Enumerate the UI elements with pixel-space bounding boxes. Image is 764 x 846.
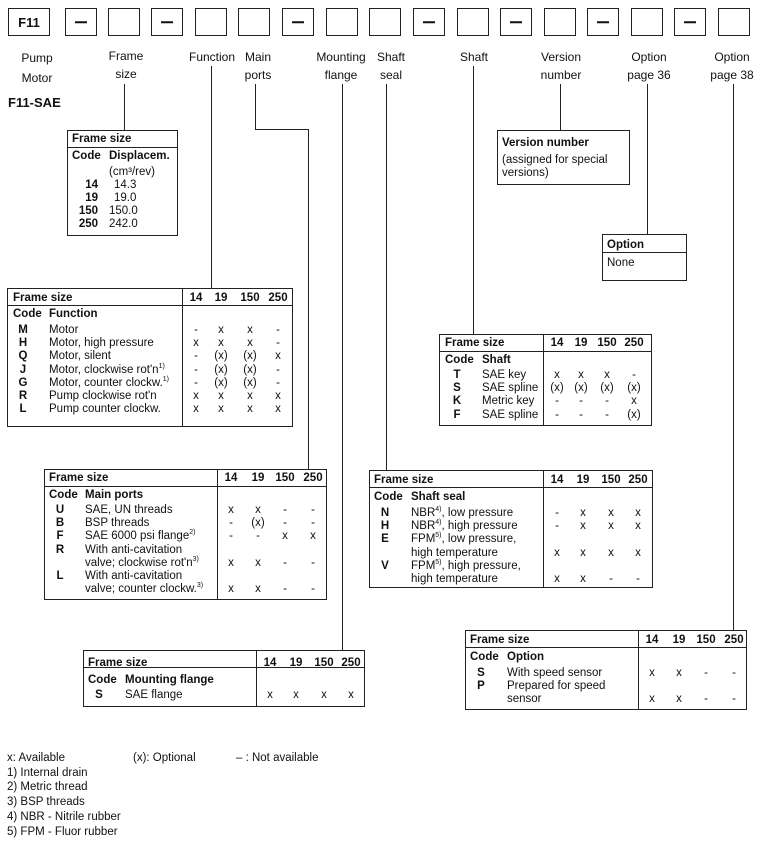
availability-mark: x [255,583,261,596]
availability-mark: - [276,324,280,336]
availability-mark: - [579,395,583,408]
availability-mark: x [247,390,253,402]
availability-mark: - [311,504,315,516]
option-code: U [55,504,65,516]
option-description: SAE flange [125,689,183,701]
availability-mark: x [580,520,586,533]
size-header: 250 [724,634,744,646]
separator-dash [282,8,314,36]
size-header: 150 [275,472,295,484]
connector-line [386,84,387,470]
footnote: 4) NBR - Nitrile rubber [7,811,121,823]
shaft-table-title: Frame size [445,337,505,349]
connector-line [342,84,343,650]
footnote-ref: 5) [435,532,442,540]
availability-mark: - [555,395,559,408]
size-header: 19 [251,472,265,484]
availability-mark: (x) [214,363,228,376]
connector-line [255,129,308,130]
option-description: SAE spline [482,408,539,421]
code-box-version [544,8,576,36]
size-header: 14 [550,337,564,349]
footnote-ref: 5) [435,558,442,566]
connector-line [255,84,256,129]
availability-mark: - [194,363,198,376]
frame-code: 14 [85,179,98,191]
separator-dash [151,8,183,36]
code-box-frame-size [108,8,140,36]
availability-mark: x [193,337,199,350]
option-description: SAE key [482,369,527,381]
ports-name-header: Main ports [85,489,144,501]
frame-code: 19 [85,192,98,204]
code-f11: F11 [18,15,40,30]
option-code: E [381,533,389,546]
connector-line [560,84,561,130]
option-code: K [452,395,462,408]
availability-mark: x [554,573,560,585]
option-code: G [18,376,28,389]
separator-dash [587,8,619,36]
size-header: 250 [268,292,288,304]
frame-table-title: Frame size [72,133,132,145]
availability-mark: x [649,693,655,706]
availability-mark: - [555,408,559,421]
code-box-mounting-flange [326,8,358,36]
label-option-36: Option page 36 [627,50,671,82]
option-description: SAE 6000 psi flange$^{2)}$ [85,529,196,543]
option-description: FPM$^{5)}$, high pressure, [411,558,521,572]
option-table-title: Frame size [470,634,530,646]
availability-mark: - [229,517,233,530]
size-header: 150 [696,634,716,646]
label-pump-motor: Pump Motor [21,51,53,85]
availability-mark: x [631,395,637,408]
label-main-ports: Main ports [244,50,272,82]
availability-mark: - [636,573,640,585]
option-code: H [18,337,28,350]
option-description: high temperature [411,546,498,559]
availability-mark: x [247,324,253,336]
code-box-f11 [8,8,50,36]
size-header: 14 [224,472,238,484]
size-header: 19 [574,337,588,349]
availability-mark: x [310,530,316,543]
availability-mark: - [276,337,280,350]
frame-table-code-header: Code [72,150,101,162]
availability-mark: x [218,390,224,402]
size-header: 19 [576,474,590,486]
flange-name-header: Mounting flange [125,674,214,686]
availability-mark: x [293,689,299,701]
availability-mark: x [193,390,199,402]
availability-mark: - [579,408,583,421]
option-description: Motor [49,324,79,336]
option-description: Pump counter clockw. [49,403,161,416]
availability-mark: - [632,369,636,381]
option-description: With anti-cavitation [85,543,183,556]
availability-mark: - [229,530,233,543]
size-header: 150 [601,474,621,486]
frame-table-displacement-header: Displacem. [109,150,170,162]
footnote: 3) BSP threads [7,796,85,808]
footnote-ref: 1) [158,362,165,370]
shaft-name-header: Shaft [482,354,511,366]
availability-mark: (x) [574,382,588,395]
availability-mark: x [608,520,614,533]
frame-displacement: 150.0 [109,205,138,217]
frame-table-unit: (cm³/rev) [109,166,155,178]
connector-line [473,66,474,334]
option-description: high temperature [411,573,498,585]
size-header: 250 [628,474,648,486]
availability-mark: (x) [243,363,257,376]
availability-mark: (x) [627,408,641,421]
availability-mark: x [348,689,354,701]
option-code: P [477,680,485,693]
frame-size-table [67,130,178,236]
option-code: F [56,530,64,543]
code-box-option-38 [718,8,750,36]
size-header: 150 [314,657,334,669]
main-ports-table [44,469,327,600]
option-description: Motor, high pressure [49,337,154,350]
availability-mark: - [194,324,198,336]
code-box-shaft-seal [369,8,401,36]
shaft-seal-table [369,470,653,588]
availability-mark: x [676,693,682,706]
availability-mark: (x) [627,382,641,395]
availability-mark: - [732,693,736,706]
footnote-ref: 4) [435,506,442,514]
option-description: NBR$^{4)}$, high pressure [411,519,518,533]
section-title: F11-SAE [8,95,61,110]
availability-mark: - [605,408,609,421]
code-box-function [195,8,227,36]
footnote-ref: 2) [189,529,196,537]
size-header: 14 [263,657,277,669]
option-code: B [55,517,65,530]
availability-mark: (x) [214,376,228,389]
availability-mark: x [554,546,560,559]
availability-mark: x [275,403,281,416]
seal-table-title: Frame size [374,474,434,486]
frame-displacement: 14.3 [114,179,137,191]
option-description: Motor, counter clockw.$^{1)}$ [49,375,170,389]
flange-table-title: Frame size [88,657,148,669]
availability-mark: - [311,583,315,596]
availability-mark: x [580,546,586,559]
size-header: 14 [189,292,203,304]
size-header: 14 [645,634,659,646]
option-code: M [18,324,28,336]
option-description: valve; counter clockw.$^{3)}$ [85,582,204,596]
availability-mark: x [255,556,261,569]
availability-mark: x [676,667,682,679]
version-number-box [497,130,630,185]
option-description: FPM$^{5)}$, low pressure, [411,532,517,546]
option-description: With speed sensor [507,667,603,679]
option-description: Prepared for speed [507,680,606,693]
availability-mark: (x) [243,376,257,389]
availability-mark: (x) [251,517,265,530]
availability-mark: x [578,369,584,381]
size-header: 19 [672,634,686,646]
function-table-title: Frame size [13,292,73,304]
separator-dash [674,8,706,36]
option-description: valve; clockwise $rot'n^{3)}$ [85,555,199,569]
availability-mark: - [283,583,287,596]
availability-mark: - [311,556,315,569]
option-description: NBR$^{4)}$, low pressure [411,506,514,519]
availability-mark: (x) [214,350,228,363]
availability-mark: - [283,517,287,530]
size-header: 14 [550,474,564,486]
availability-mark: - [609,573,613,585]
footnote: 2) Metric thread [7,781,88,793]
availability-mark: x [247,337,253,350]
option-description: SAE spline [482,382,539,395]
availability-mark: x [608,546,614,559]
ports-table-title: Frame size [49,472,109,484]
connector-line [124,84,125,130]
footnote-ref: 3) [196,582,204,590]
option-code: F [453,408,461,421]
option-box-title: Option [607,239,645,251]
label-option-38: Option page 38 [710,50,754,82]
option-description: BSP threads [85,517,150,530]
availability-mark: x [275,390,281,402]
option-code: V [381,559,389,572]
availability-mark: - [194,350,198,363]
option-description: With anti-cavitation [85,570,183,582]
shaft-code-header: Code [445,354,474,366]
frame-displacement: 19.0 [114,192,137,204]
availability-mark: x [193,403,199,416]
label-function: Function [188,50,236,64]
separator-dash [500,8,532,36]
option-table [465,630,747,710]
footnote-ref: 4) [435,519,442,527]
availability-mark: x [635,520,641,533]
availability-mark: - [704,667,708,679]
function-name-header: Function [49,308,98,320]
availability-mark: x [580,507,586,519]
size-header: 250 [341,657,361,669]
option-description: Pump clockwise rot'n [49,390,157,402]
availability-mark: - [276,376,280,389]
availability-mark: - [283,504,287,516]
availability-mark: x [218,337,224,350]
availability-mark: x [321,689,327,701]
function-code-header: Code [13,308,42,320]
ports-code-header: Code [49,489,78,501]
availability-mark: - [194,376,198,389]
availability-mark: (x) [550,382,564,395]
availability-mark: - [311,517,315,530]
shaft-table [439,334,652,426]
availability-mark: x [218,403,224,416]
version-box-title: Version number [502,137,589,149]
option-description: SAE, UN threads [85,504,173,516]
label-frame-size: Frame size [108,49,144,81]
availability-mark: x [649,667,655,679]
option-description: Metric key [482,395,535,408]
option-code: R [55,543,65,556]
availability-mark: x [554,369,560,381]
footnote-ref: 1) [162,375,170,383]
availability-mark: x [635,507,641,519]
availability-mark: x [247,403,253,416]
option-code: H [380,520,390,533]
size-header: 19 [289,657,303,669]
availability-mark: x [218,324,224,336]
connector-line [308,129,309,469]
availability-mark: x [228,583,234,596]
size-header: 19 [214,292,228,304]
availability-mark: - [732,667,736,679]
availability-mark: - [555,520,559,533]
availability-mark: x [608,507,614,519]
footnote: 1) Internal drain [7,767,88,779]
code-box-main-ports [238,8,270,36]
option-code: S [95,689,103,701]
option-code: T [453,369,461,381]
frame-displacement: 242.0 [109,218,138,230]
connector-line [211,66,212,288]
connector-line [647,84,648,234]
option-description: Motor, silent [49,350,111,363]
legend-not-available: – : Not available [236,752,319,764]
option-name-header: Option [507,651,545,663]
availability-mark: x [635,546,641,559]
option-code: N [380,507,390,519]
seal-code-header: Code [374,491,403,503]
availability-mark: x [267,689,273,701]
option-code: R [18,390,28,402]
footnote-ref: 3) [192,555,199,563]
availability-mark: - [605,395,609,408]
availability-mark: - [256,530,260,543]
option-code: L [19,403,27,416]
availability-mark: x [580,573,586,585]
availability-mark: - [283,556,287,569]
frame-code: 250 [78,218,98,230]
version-box-text: versions) [502,167,549,179]
option-code-header: Code [470,651,499,663]
option-box-text: None [607,257,635,269]
availability-mark: x [255,504,261,516]
availability-mark: x [228,504,234,516]
availability-mark: - [276,363,280,376]
seal-name-header: Shaft seal [411,491,466,503]
separator-dash [65,8,97,36]
size-header: 150 [597,337,617,349]
availability-mark: (x) [243,350,257,363]
mounting-flange-table [83,650,365,707]
availability-mark: x [282,530,288,543]
availability-mark: (x) [600,382,614,395]
availability-mark: x [228,556,234,569]
function-table [7,288,293,427]
size-header: 250 [624,337,644,349]
option-description: Motor, clockwise $rot'n^{1)}$ [49,362,165,376]
legend-available: x: Available [7,752,65,764]
connector-line [733,84,734,630]
footnote: 5) FPM - Fluor rubber [7,826,118,838]
availability-mark: x [275,350,281,363]
option-code: S [453,382,461,395]
frame-code: 150 [78,205,98,217]
label-shaft-seal: Shaft seal [376,50,406,82]
size-header: 250 [303,472,323,484]
option-description: sensor [507,693,542,706]
availability-mark: - [704,693,708,706]
option-code: S [477,667,485,679]
size-header: 150 [240,292,260,304]
flange-code-header: Code [88,674,117,686]
separator-dash [413,8,445,36]
availability-mark: - [555,507,559,519]
code-box-shaft [457,8,489,36]
legend-optional: (x): Optional [133,752,196,764]
option-box [602,234,687,281]
option-code: Q [18,350,28,363]
label-shaft: Shaft [459,50,489,64]
availability-mark: x [604,369,610,381]
option-code: L [56,570,64,582]
version-box-text: (assigned for special [502,154,608,166]
label-version-number: Version number [540,50,582,82]
code-box-option-36 [631,8,663,36]
option-code: J [19,363,27,376]
label-mounting-flange: Mounting flange [316,50,366,82]
